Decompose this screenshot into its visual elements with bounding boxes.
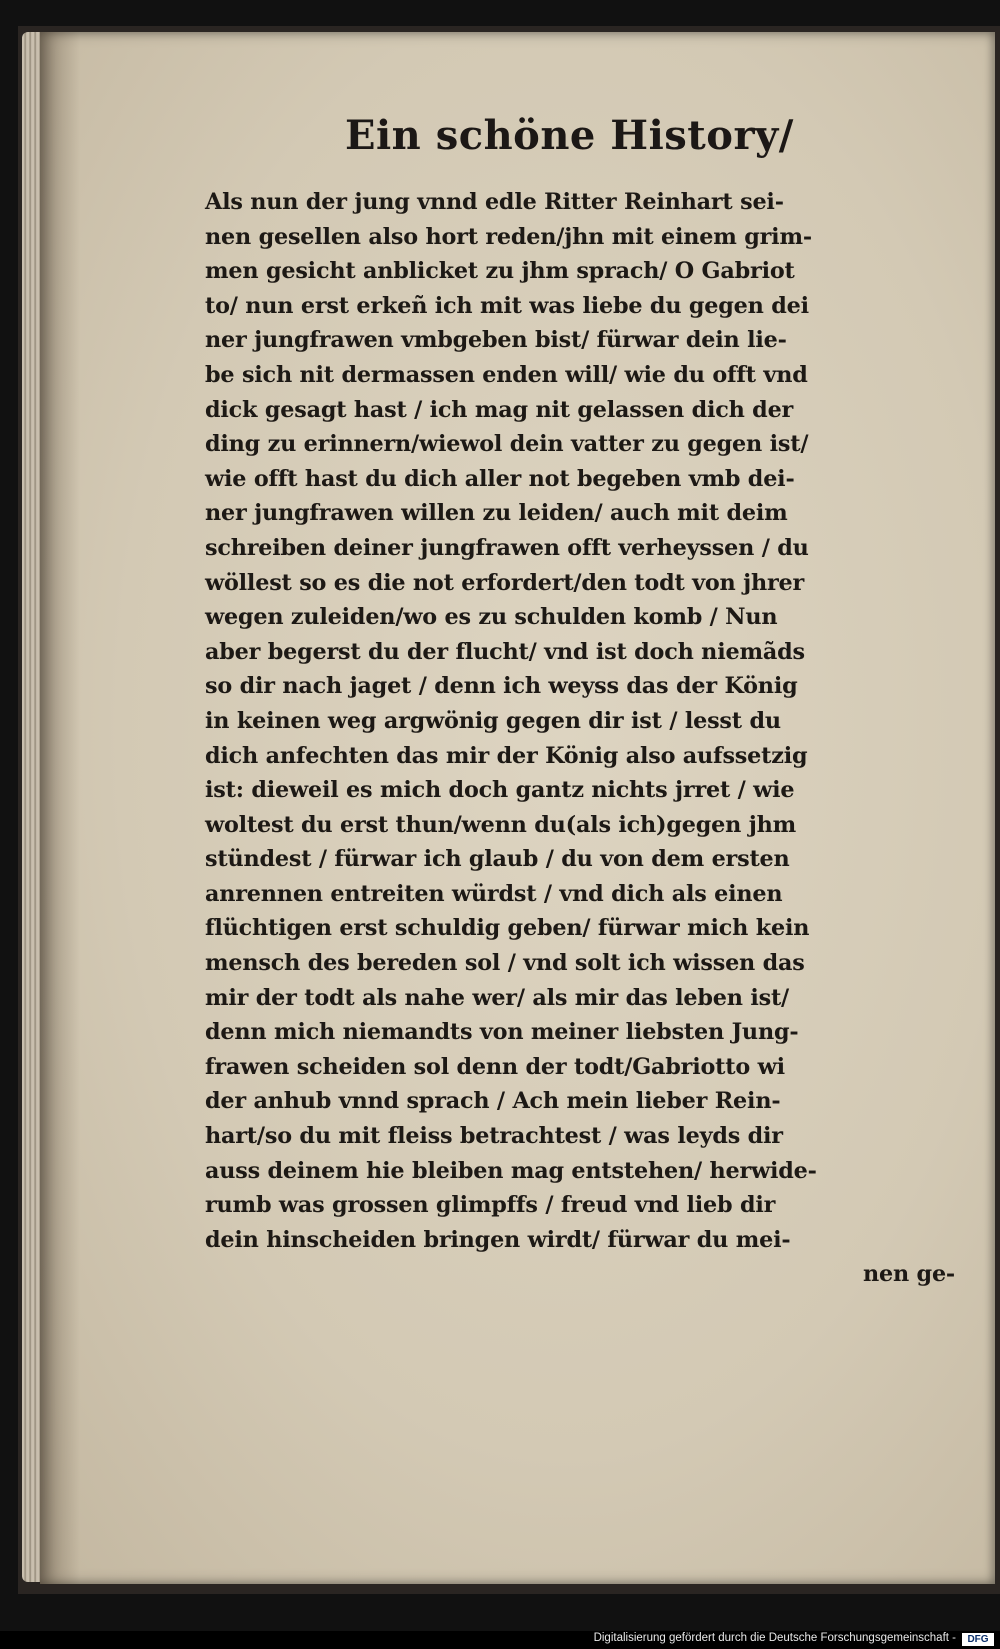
catchword: nen ge-	[862, 1261, 955, 1288]
text-line: ner jungfrawen vmbgeben bist/ fürwar dein lie-	[205, 327, 787, 354]
text-line: in keinen weg argwönig gegen dir ist / lesst du	[205, 707, 781, 734]
text-line: rumb was grossen glimpffs / freud vnd lieb dir	[205, 1192, 776, 1219]
text-line: mensch des bereden sol / vnd solt ich wissen das	[205, 950, 805, 977]
text-line: flüchtigen erst schuldig geben/ fürwar mich kein	[205, 915, 810, 942]
text-line: auss deinem hie bleiben mag entstehen/ herwide-	[205, 1157, 817, 1184]
text-line: wegen zuleiden/wo es zu schulden komb / Nun	[205, 604, 778, 631]
spine-shadow	[40, 32, 80, 1584]
text-line: ding zu erinnern/wiewol dein vatter zu gegen ist/	[205, 431, 809, 458]
text-line: ner jungfrawen willen zu leiden/ auch mit deim	[205, 500, 788, 527]
text-line: ist: dieweil es mich doch gantz nichts jrret / wie	[205, 777, 795, 804]
text-line: dick gesagt hast / ich mag nit gelassen dich der	[205, 396, 794, 423]
text-line: frawen scheiden sol denn der todt/Gabriotto wi	[205, 1053, 785, 1080]
text-line: so dir nach jaget / denn ich weyss das der König	[205, 673, 798, 700]
text-line: to/ nun erst erkeñ ich mit was liebe du gegen dei	[205, 292, 809, 319]
text-line: schreiben deiner jungfrawen offt verheyssen / du	[205, 534, 809, 561]
text-line: anrennen entreiten würdst / vnd dich als einen	[205, 880, 783, 907]
text-line: stündest / fürwar ich glaub / du von dem ersten	[205, 846, 790, 873]
text-line: woltest du erst thun/wenn du(als ich)gegen jhm	[205, 811, 796, 838]
text-line: der anhub vnnd sprach / Ach mein lieber Rein-	[205, 1088, 781, 1115]
text-line: dein hinscheiden bringen wirdt/ fürwar du mei-	[205, 1226, 791, 1253]
text-line: aber begerst du der flucht/ vnd ist doch niemãds	[205, 638, 805, 665]
dfg-logo: DFG	[962, 1633, 994, 1646]
running-head: Ein schöne History/	[345, 112, 794, 159]
text-block	[205, 185, 965, 1292]
text-line: mir der todt als nahe wer/ als mir das leben ist/	[205, 984, 789, 1011]
text-line: be sich nit dermassen enden will/ wie du offt vnd	[205, 361, 808, 388]
footer-credit: Digitalisierung gefördert durch die Deutsche Forschungsgemeinschaft -	[593, 1632, 956, 1644]
text-line: wie offt hast du dich aller not begeben vmb dei-	[205, 465, 795, 492]
text-line: men gesicht anblicket zu jhm sprach/ O Gabriot	[205, 258, 795, 285]
text-line: hart/so du mit fleiss betrachtest / was leyds dir	[205, 1123, 783, 1150]
text-line: denn mich niemandts von meiner liebsten Jung-	[205, 1019, 799, 1046]
text-line: dich anfechten das mir der König also aufssetzig	[205, 742, 808, 769]
text-line: nen gesellen also hort reden/jhn mit einem grim-	[205, 223, 812, 250]
text-line: Als nun der jung vnnd edle Ritter Reinhart sei-	[205, 189, 784, 215]
text-line: wöllest so es die not erfordert/den todt von jhrer	[205, 569, 805, 596]
